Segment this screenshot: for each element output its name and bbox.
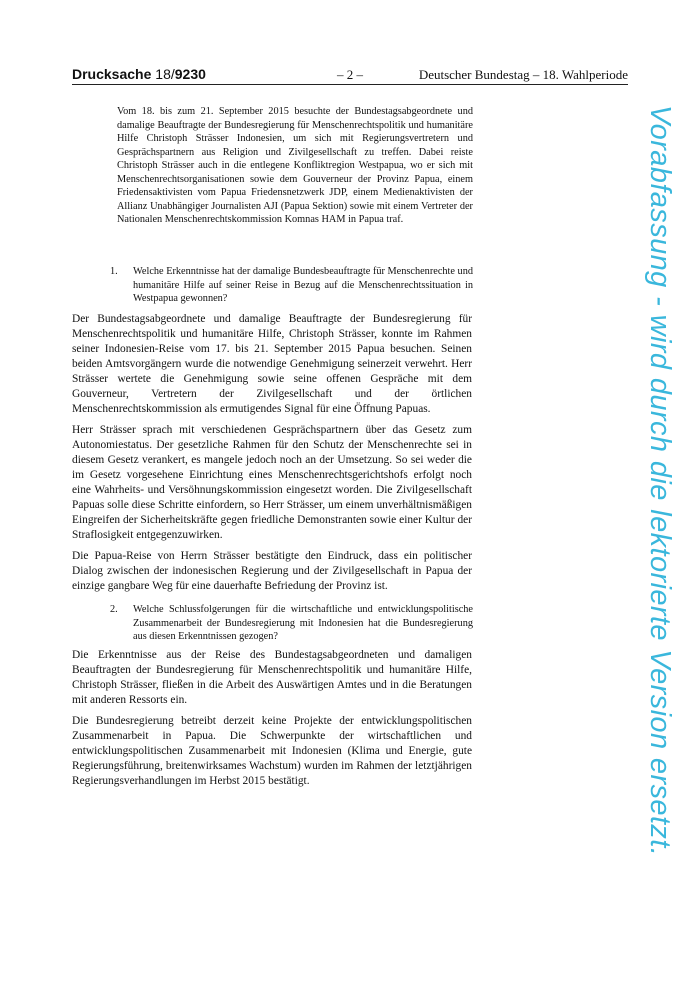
question-text: Welche Erkenntnisse hat der damalige Bundesbeauftragte für Menschenrechte und humanitäre Hilfe auf seiner Reise in Bezug auf die Menschenrechtssituation in Westpapua gewonnen? — [133, 266, 473, 304]
answer-2 — [72, 648, 472, 795]
answer-paragraph: Die Bundesregierung betreibt derzeit keine Projekte der entwicklungspolitischen Zusammenarbeit in Papua. Die Schwerpunkte der wirtschaftlichen und entwicklungspolitischen Zusammenarbeit mit Indonesien (Klima und Energie, gute Regierungsführung, breitenwirksames Wachstum) wurden im Rahmen der letztjährigen Regierungsverhandlungen im Herbst 2015 bestätigt. — [72, 715, 472, 787]
document-label: Drucksache — [72, 66, 152, 82]
answer-paragraph: Die Papua-Reise von Herrn Strässer bestätigte den Eindruck, dass ein politischer Dialog zwischen der indonesischen Regierung und der Zivilgesellschaft in Papua der einzige gangbare Weg für eine dauerhafte Befriedung der Provinz ist. — [72, 550, 472, 592]
answer-1 — [72, 312, 472, 600]
publisher-label: Deutscher Bundestag – 18. Wahlperiode — [418, 67, 628, 82]
draft-watermark — [643, 105, 687, 905]
question-text: Welche Schlussfolgerungen für die wirtschaftliche und entwicklungspolitische Zusammenarbeit der Bundesregierung mit Indonesien hat die Bundesregierung aus diesen Erkenntnissen gezogen? — [133, 604, 473, 642]
question-1 — [110, 265, 473, 306]
question-number: 2. — [110, 604, 118, 615]
answer-paragraph: Herr Strässer sprach mit verschiedenen Gesprächspartnern über das Gesetz zum Autonomiestatus. Der gesetzliche Rahmen für den Schutz der Menschenrechte sei in diesem Gesetz verankert, es mangele jedoch noch an der Umsetzung. So sei weder die im Gesetz vorgesehene Einrichtung eines Menschenrechtsgerichtshofs erfolgt noch eine Wahrheits- und Versöhnungskommission eingesetzt worden. Die Zivilgesellschaft Papuas solle diese Schritte einfordern, so Herr Strässer, um einem unverhältnismäßigen Eingreifen der Sicherheitskräfte gegen friedliche Demonstranten sowie einer Kultur der Straflosigkeit entgegenzuwirken. — [72, 424, 472, 541]
page-header — [72, 66, 628, 85]
answer-paragraph: Der Bundestagsabgeordnete und damalige Beauftragte der Bundesregierung für Menschenrechtspolitik und humanitäre Hilfe, Christoph Strässer, konnte im Rahmen seiner Indonesien-Reise vom 17. bis 21. September 2015 Papua besuchen. Seinen beiden Amtsvorgängern wurde die notwendige Genehmigung seinerzeit verwehrt. Herr Strässer wertete die Genehmigung sowie seine offenen Gespräche mit dem Gouverneur, Vertretern der Zivilgesellschaft und der örtlichen Menschenrechtskommission als ermutigendes Signal für eine Öffnung Papuas. — [72, 313, 472, 415]
question-2 — [110, 603, 473, 644]
question-number: 1. — [110, 266, 118, 277]
document-number-prefix: 18/ — [155, 66, 175, 82]
intro-paragraph: Vom 18. bis zum 21. September 2015 besuchte der Bundestagsabgeordnete und damalige Beauftragte der Bundesregierung für Menschenrechtspolitik und humanitäre Hilfe Christoph Strässer Indonesien, um sich mit Regierungsvertretern und Gesprächspartnern aus Religion und Zivilgesellschaft zu treffen. Dabei reiste Christoph Strässer auch in die entlegene Konfliktregion Westpapua, wo er sich mit Menschenrechtsorganisationen sowie dem Gouverneur der Provinz Papua, einem Friedensaktivisten vom Papua Friedensnetzwerk JDP, einem Medienaktivisten der Allianz Unabhängiger Journalisten AJI (Papua Sektion) sowie mit einem Vertreter der Nationalen Menschenrechtskommission Komnas HAM in Papua traf. — [117, 106, 473, 225]
watermark-text: Vorabfassung - wird durch die lektorierte Version ersetzt. — [644, 105, 676, 857]
page-number: – 2 – — [337, 67, 363, 82]
document-number: 9230 — [174, 66, 206, 82]
answer-paragraph: Die Erkenntnisse aus der Reise des Bundestagsabgeordneten und damaligen Beauftragten der Bundesregierung für Menschenrechtspolitik und humanitäre Hilfe, Christoph Strässer, fließen in die Arbeit des Auswärtigen Amtes und in die Beratungen mit anderen Ressorts ein. — [72, 649, 472, 706]
